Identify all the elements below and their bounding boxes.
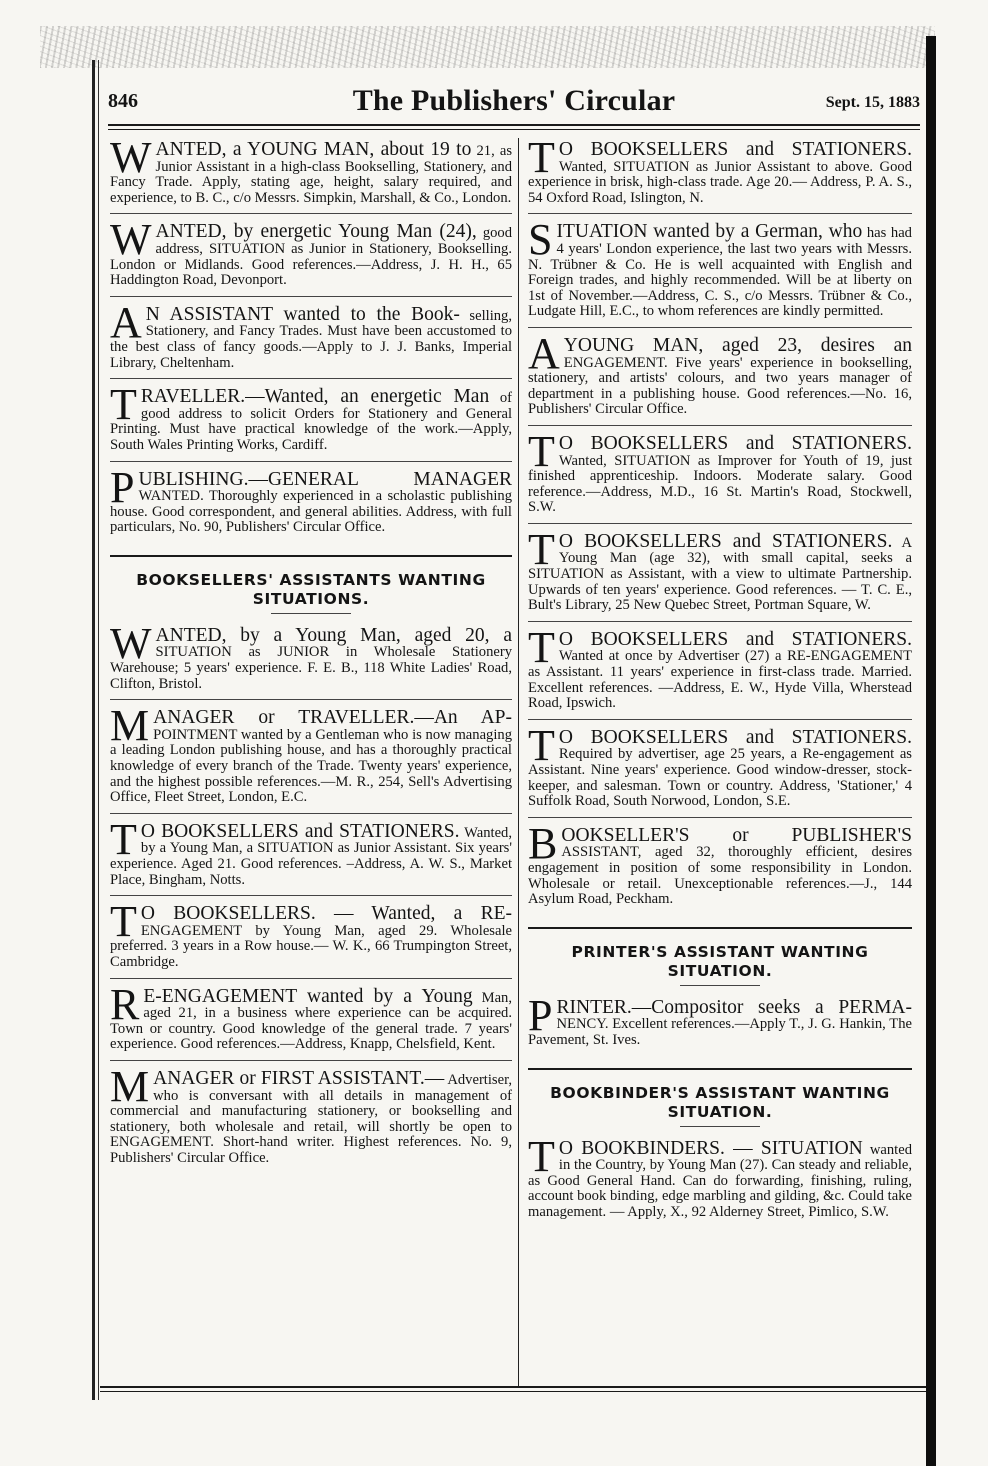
page-header — [108, 84, 920, 120]
ad-body: Wanted, by a Young Man, a SITUATION as Junior Assistant. Six years' experience. Aged 21. Good references. –Address, A. W. S., Market Place, Bingham, Notts. — [110, 824, 512, 888]
drop-cap: M — [110, 701, 150, 751]
footer-rule-thin — [100, 1391, 926, 1392]
classified-ad — [110, 618, 512, 700]
classified-ad — [528, 328, 912, 426]
section-separator — [680, 985, 760, 986]
ad-body: A Young Man (age 32), with small capital, seeks a SITUATION as Assistant, with a view to ultimate Partnership. Upwards of ten years' experience. Good references. — T. C. E., Bult's Library, 25 New Quebec Street, Portman Square, W. — [528, 534, 912, 614]
drop-cap: W — [110, 215, 152, 265]
drop-cap: P — [110, 462, 135, 512]
ad-body: Wanted, SITUATION as Improver for Youth of 19, just finished apprenticeship. Indoors. Moderate salary. Good reference.—Address, M.D., 16 St. Martin's Road, Stockwell, S.W. — [528, 452, 912, 516]
ad-lead: O BOOKSELLERS and STATIONERS. — [558, 628, 912, 650]
header-rule-thin — [108, 129, 920, 130]
ad-body: selling, Stationery, and Fancy Trades. Must have been accustomed to the best class of fancy goods.—Apply to J. J. Banks, Imperial Library, Cheltenham. — [110, 307, 512, 371]
classified-ad — [110, 380, 512, 461]
left-column — [110, 133, 512, 1182]
classified-ad — [528, 426, 912, 524]
drop-cap: P — [528, 990, 553, 1040]
classified-ad — [110, 215, 512, 296]
classified-ad — [528, 818, 912, 915]
classified-ad — [110, 1061, 512, 1174]
footer-rule — [100, 1386, 926, 1388]
ad-lead: O BOOKSELLERS and STATIONERS. — [140, 820, 460, 842]
drop-cap: S — [528, 215, 553, 265]
ad-lead: ANTED, by a Young Man, aged 20, a — [155, 624, 512, 646]
classified-ad — [110, 814, 512, 896]
ad-body: good address, SITUATION as Junior in Stationery, Bookselling. London or Midlands. Good references.—Address, J. H. H., 65 Haddington Road, Devonport. — [110, 225, 512, 289]
classified-ad — [110, 462, 512, 543]
section-heading: BOOKBINDER'S ASSISTANT WANTING SITUATION. — [528, 1068, 912, 1122]
drop-cap: W — [110, 133, 152, 182]
drop-cap: T — [110, 814, 137, 864]
section-heading: BOOKSELLERS' ASSISTANTS WANTING SITUATIONS. — [110, 555, 512, 609]
classified-ad — [110, 701, 512, 814]
ad-body: Advertiser, who is conversant with all details in management of commercial and manufacturing stationery, or bookselling and stationery, both wholesale and retail, will shortly be open to ENGAGEMENT. Short-hand writer. Highest references. No. 9, Publishers' Circular Office. — [110, 1071, 512, 1166]
ad-body: has had 4 years' London experience, the last two years with Messrs. N. Trübner & Co. He is well acquainted with English and Foreign trades, and highly recommended. Will be at liberty on 1st of November.—Address, C. S., c/o Messrs. Trübner & Co., Ludgate Hill, E.C., to whom references are kindly permitted. — [528, 225, 912, 320]
ad-lead: UBLISHING.—GENERAL MANAGER — [138, 468, 512, 490]
classified-ad — [528, 215, 912, 328]
drop-cap: T — [528, 426, 555, 476]
drop-cap: T — [528, 1131, 555, 1181]
drop-cap: T — [528, 524, 555, 574]
ad-body: Wanted, SITUATION as Junior Assistant to above. Good experience in brisk, high-class trade. Age 20.— Address, P. A. S., 54 Oxford Road, Islington, N. — [528, 158, 912, 206]
classified-ad — [110, 897, 512, 978]
classified-ad — [528, 720, 912, 818]
ad-body: SITUATION as JUNIOR in Wholesale Stationery Warehouse; 5 years' experience. F. E. B., 118 White Ladies' Road, Clifton, Bristol. — [110, 644, 512, 692]
ad-lead: O BOOKSELLERS and STATIONERS. — [558, 139, 912, 160]
ad-lead: E-ENGAGEMENT wanted by a Young — [143, 985, 473, 1007]
drop-cap: T — [110, 897, 137, 947]
section-separator — [680, 1126, 760, 1127]
drop-cap: W — [110, 618, 152, 668]
ad-lead: YOUNG MAN, aged 23, desires an — [563, 334, 912, 356]
classified-ad — [110, 979, 512, 1061]
section-separator — [271, 613, 351, 614]
header-rule — [108, 124, 920, 126]
classified-ad — [528, 622, 912, 720]
classified-ad — [528, 1131, 912, 1228]
ad-body: ASSISTANT, aged 32, thoroughly efficient, desires engagement in position of some responsibility in London. Wholesale or retail. Unexceptionable references.—J., 144 Asylum Road, Peckham. — [528, 844, 912, 908]
drop-cap: T — [528, 133, 555, 182]
column-divider — [518, 138, 519, 1386]
ad-lead: O BOOKSELLERS and STATIONERS. — [558, 726, 912, 748]
scan-noise-top — [40, 26, 935, 68]
ad-body: Wanted at once by Advertiser (27) a RE-ENGAGEMENT as Assistant. 11 years' experience in first-class trade. Married. Excellent references. —Address, E. W., Hyde Villa, Wherstead Road, Ipswich. — [528, 648, 912, 712]
drop-cap: M — [110, 1061, 150, 1111]
ad-body: POINTMENT wanted by a Gentleman who is now managing a leading London publishing house, and has a thoroughly practical knowledge of every branch of the Trade. Twenty years' experience, and the highest possible references.—M. R., 254, Sell's Advertising Office, Fleet Street, London, E.C. — [110, 726, 512, 806]
drop-cap: T — [110, 380, 137, 430]
ad-lead: RINTER.—Compositor seeks a PERMA- — [556, 996, 912, 1018]
ad-lead: ANAGER or FIRST ASSISTANT.— — [153, 1067, 445, 1089]
ad-lead: O BOOKBINDERS. — SITUATION — [558, 1137, 863, 1159]
drop-cap: R — [110, 979, 140, 1029]
ad-lead: ANTED, a YOUNG MAN, about 19 to — [155, 139, 472, 160]
ad-lead: ITUATION wanted by a German, who — [556, 221, 863, 243]
classified-ad — [110, 133, 512, 214]
ad-body: Required by advertiser, age 25 years, a Re-engagement as Assistant. Nine years' experience. Good window-dresser, stock-keeper, and salesman. Town or country. Address, 'Stationer,' 4 Suffolk Road, South Norwood, London, S.E. — [528, 746, 912, 810]
ad-body: ENGAGEMENT. Five years' experience in bookselling, stationery, and artists' colours, and two years manager of department in a publishing house. Good references.—No. 16, Publishers' Circular Office. — [528, 354, 912, 418]
ad-lead: ANTED, by energetic Young Man (24), — [155, 221, 477, 243]
ad-lead: O BOOKSELLERS and STATIONERS. — [558, 432, 912, 454]
drop-cap: T — [528, 720, 555, 770]
ad-lead: ANAGER or TRAVELLER.—An AP- — [153, 707, 512, 729]
scan-edge-bar — [926, 36, 936, 1466]
left-margin-rule — [92, 60, 95, 1400]
issue-date: Sept. 15, 1883 — [825, 94, 920, 111]
ad-body: Man, aged 21, in a business where experience can be acquired. Town or country. Good knowledge of the general trade. 7 years' experience. Good references.—Address, Knapp, Chelsfield, Kent. — [110, 989, 512, 1053]
classified-ad — [528, 990, 912, 1056]
ad-body: NENCY. Excellent references.—Apply T., J. G. Hankin, The Pavement, St. Ives. — [528, 1016, 912, 1048]
left-margin-rule-thin — [98, 60, 99, 1400]
ad-lead: O BOOKSELLERS and STATIONERS. — [558, 530, 893, 552]
ad-body: wanted in the Country, by Young Man (27). Can steady and reliable, as Good General Hand. Can do forwarding, finishing, ruling, account book binding, edge marbling and gilding, &c. Could take management. — Apply, X., 92 Alderney Street, Pimlico, S.W. — [528, 1141, 912, 1220]
ad-lead: N ASSISTANT wanted to the Book- — [145, 303, 460, 325]
classified-ad — [528, 524, 912, 622]
journal-title: The Publishers' Circular — [352, 84, 676, 117]
page-number: 846 — [108, 90, 138, 112]
ad-lead: O BOOKSELLERS. — Wanted, a RE- — [140, 903, 512, 925]
classified-ad — [528, 133, 912, 214]
drop-cap: A — [528, 328, 560, 378]
ad-lead: OOKSELLER'S or PUBLISHER'S — [561, 824, 912, 846]
drop-cap: T — [528, 622, 555, 672]
ad-body: 21, as Junior Assistant in a high-class Bookselling, Stationery, and Fancy Trade. Apply, stating age, height, salary required, and experience, to B. C., c/o Messrs. Simpkin, Marshall, & Co., London. — [110, 143, 512, 206]
drop-cap: B — [528, 818, 558, 868]
section-heading: PRINTER'S ASSISTANT WANTING SITUATION. — [528, 927, 912, 981]
ad-body: of good address to solicit Orders for Stationery and General Printing. Must have practical knowledge of the work.—Apply, South Wales Printing Works, Cardiff. — [110, 390, 512, 453]
drop-cap: A — [110, 297, 142, 347]
ad-body: WANTED. Thoroughly experienced in a scholastic publishing house. Good correspondent, and general abilities. Address, with full particulars, No. 90, Publishers' Circular Office. — [110, 488, 512, 536]
right-column — [528, 133, 912, 1236]
ad-lead: RAVELLER.—Wanted, an energetic Man — [140, 386, 490, 408]
classified-ad — [110, 297, 512, 379]
ad-body: ENGAGEMENT by Young Man, aged 29. Wholesale preferred. 3 years in a Row house.— W. K., 66 Trumpington Street, Cambridge. — [110, 922, 512, 970]
